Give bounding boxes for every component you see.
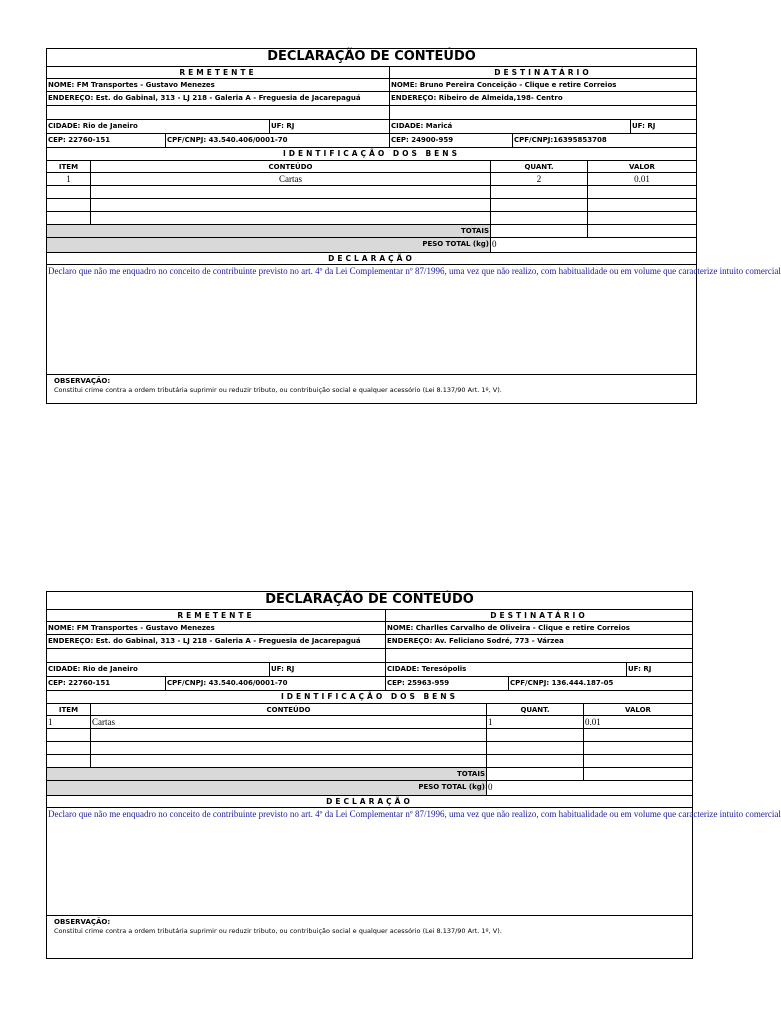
nome-row (47, 622, 692, 635)
empty-cell (91, 199, 491, 211)
destinatario-cpf: CPF/CNPJ: 136.444.187-05 (510, 679, 614, 687)
empty-cell (47, 729, 91, 741)
remetente-cep: CEP: 22760-151 (47, 134, 166, 147)
destinatario-cep: CEP: 24900-959 (390, 134, 513, 147)
nome-row (47, 79, 696, 92)
destinatario-nome: NOME: Bruno Pereira Conceição - Clique e retire Correios (391, 81, 617, 89)
empty-cell (47, 199, 91, 211)
form-title-row (47, 49, 696, 67)
empty-cell (588, 212, 696, 224)
item-valor: 0.01 (585, 717, 601, 727)
bens-header: IDENTIFICAÇÃO DOS BENS (281, 692, 458, 701)
table-row-empty (47, 742, 692, 755)
remetente-cep: CEP: 22760-151 (47, 677, 166, 690)
declaracao-header-row (47, 253, 696, 265)
remetente-endereco: ENDEREÇO: Est. do Gabinal, 313 - LJ 218 - Galeria A - Freguesia de Jacarepaguá (47, 92, 390, 105)
totais-quant (491, 225, 588, 237)
cep-row (47, 134, 696, 148)
declaracao-header-row (47, 796, 692, 808)
destinatario-cpf: CPF/CNPJ:16395853708 (514, 136, 607, 144)
observacao-section (47, 916, 692, 938)
destinatario-uf: UF: RJ (632, 122, 656, 130)
item-number: 1 (47, 173, 91, 185)
declaration-form-2 (46, 591, 781, 959)
destinatario-endereco-extra (390, 106, 696, 119)
empty-cell (91, 186, 491, 198)
table-row-empty (47, 212, 696, 225)
destinatario-cep: CEP: 25963-959 (386, 677, 509, 690)
peso-row (47, 781, 692, 796)
col-valor: VALOR (629, 163, 655, 171)
form-title: DECLARAÇÃO DE CONTEÚDO (267, 49, 476, 64)
destinatario-endereco: ENDEREÇO: Ribeiro de Almeida,198- Centro (391, 94, 563, 102)
empty-cell (47, 742, 91, 754)
empty-cell (491, 186, 588, 198)
totais-label: TOTAIS (47, 768, 487, 780)
observacao-label: OBSERVAÇÃO: (54, 918, 111, 926)
items-column-headers (47, 161, 696, 173)
col-item: ITEM (47, 704, 91, 715)
endereco-row (47, 92, 696, 106)
col-item: ITEM (47, 161, 91, 172)
remetente-nome: NOME: FM Transportes - Gustavo Menezes (47, 79, 390, 91)
peso-value: 0 (488, 782, 493, 792)
empty-cell (584, 755, 692, 767)
item-conteudo: Cartas (91, 173, 491, 185)
destinatario-header: DESTINATÁRIO (490, 611, 588, 620)
declaracao-header: DECLARAÇÃO (326, 797, 413, 806)
declaracao-header: DECLARAÇÃO (328, 254, 415, 263)
empty-cell (91, 212, 491, 224)
cidade-row (47, 663, 692, 677)
empty-cell (47, 755, 91, 767)
remetente-uf: UF: RJ (270, 663, 386, 676)
blank-address-row (47, 106, 696, 120)
peso-label: PESO TOTAL (kg) (47, 238, 491, 252)
bens-header-row (47, 148, 696, 161)
empty-cell (584, 729, 692, 741)
item-quant: 2 (491, 173, 588, 185)
declaracao-body (47, 265, 781, 375)
item-quant: 1 (487, 716, 584, 728)
party-headers-row (47, 67, 696, 79)
destinatario-header: DESTINATÁRIO (494, 68, 592, 77)
table-row-empty (47, 729, 692, 742)
remetente-endereco-extra (47, 649, 386, 662)
destinatario-cidade: CIDADE: Teresópolis (386, 663, 627, 676)
cidade-row (47, 120, 696, 134)
remetente-uf: UF: RJ (270, 120, 390, 133)
declaracao-body (47, 808, 781, 916)
col-quant: QUANT. (491, 161, 588, 172)
observacao-text: Constitui crime contra a ordem tributária suprimir ou reduzir tributo, ou contribuição social e qualquer acessório (Lei 8.137/90 Art. 1º, V). (54, 927, 502, 935)
form-title-row (47, 592, 692, 610)
bens-header: IDENTIFICAÇÃO DOS BENS (283, 149, 460, 158)
observacao-text: Constitui crime contra a ordem tributária suprimir ou reduzir tributo, ou contribuição social e qualquer acessório (Lei 8.137/90 Art. 1º, V). (54, 386, 502, 394)
form-title: DECLARAÇÃO DE CONTEÚDO (265, 592, 474, 607)
empty-cell (491, 199, 588, 211)
declaracao-text: Declaro que não me enquadro no conceito de contribuinte previsto no art. 4º da Lei Complementar nº 87/1996, uma vez que não realizo, com habitualidade ou em volume que caracterize intuito comercial (48, 809, 781, 819)
destinatario-uf: UF: RJ (628, 665, 652, 673)
cep-row (47, 677, 692, 691)
party-headers-row (47, 610, 692, 622)
bens-header-row (47, 691, 692, 704)
destinatario-cidade: CIDADE: Maricá (390, 120, 631, 133)
remetente-cidade: CIDADE: Rio de Janeiro (47, 120, 270, 133)
declaration-form-1 (46, 48, 781, 404)
remetente-endereco-extra (47, 106, 390, 119)
empty-cell (491, 212, 588, 224)
col-conteudo: CONTEÚDO (91, 161, 491, 172)
totais-row (47, 225, 696, 238)
col-valor: VALOR (625, 706, 651, 714)
remetente-endereco: ENDEREÇO: Est. do Gabinal, 313 - LJ 218 - Galeria A - Freguesia de Jacarepaguá (47, 635, 386, 648)
totais-row (47, 768, 692, 781)
remetente-cpf: CPF/CNPJ: 43.540.406/0001-70 (166, 677, 386, 690)
item-valor: 0.01 (634, 174, 650, 184)
item-conteudo: Cartas (91, 716, 487, 728)
empty-cell (487, 742, 584, 754)
remetente-nome: NOME: FM Transportes - Gustavo Menezes (47, 622, 386, 634)
peso-row (47, 238, 696, 253)
table-row-empty (47, 755, 692, 768)
col-quant: QUANT. (487, 704, 584, 715)
items-column-headers (47, 704, 692, 716)
col-conteudo: CONTEÚDO (91, 704, 487, 715)
totais-valor (584, 768, 692, 780)
empty-cell (47, 212, 91, 224)
endereco-row (47, 635, 692, 649)
table-row (47, 173, 696, 186)
blank-address-row (47, 649, 692, 663)
remetente-header: REMETENTE (47, 610, 386, 621)
remetente-header: REMETENTE (47, 67, 390, 78)
remetente-cidade: CIDADE: Rio de Janeiro (47, 663, 270, 676)
observacao-section (47, 375, 696, 397)
table-row-empty (47, 186, 696, 199)
totais-valor (588, 225, 696, 237)
empty-cell (91, 755, 487, 767)
empty-cell (91, 742, 487, 754)
empty-cell (487, 729, 584, 741)
empty-cell (584, 742, 692, 754)
destinatario-endereco: ENDEREÇO: Av. Feliciano Sodré, 773 - Várzea (387, 637, 564, 645)
table-row (47, 716, 692, 729)
peso-label: PESO TOTAL (kg) (47, 781, 487, 795)
table-row-empty (47, 199, 696, 212)
empty-cell (91, 729, 487, 741)
empty-cell (47, 186, 91, 198)
totais-label: TOTAIS (47, 225, 491, 237)
totais-quant (487, 768, 584, 780)
peso-value: 0 (492, 239, 497, 249)
empty-cell (588, 199, 696, 211)
destinatario-endereco-extra (386, 649, 692, 662)
item-number: 1 (47, 716, 91, 728)
remetente-cpf: CPF/CNPJ: 43.540.406/0001-70 (166, 134, 390, 147)
empty-cell (487, 755, 584, 767)
destinatario-nome: NOME: Charlles Carvalho de Oliveira - Clique e retire Correios (387, 624, 630, 632)
observacao-label: OBSERVAÇÃO: (54, 377, 111, 385)
empty-cell (588, 186, 696, 198)
declaracao-text: Declaro que não me enquadro no conceito de contribuinte previsto no art. 4º da Lei Complementar nº 87/1996, uma vez que não realizo, com habitualidade ou em volume que caracterize intuito comercial (48, 266, 781, 276)
